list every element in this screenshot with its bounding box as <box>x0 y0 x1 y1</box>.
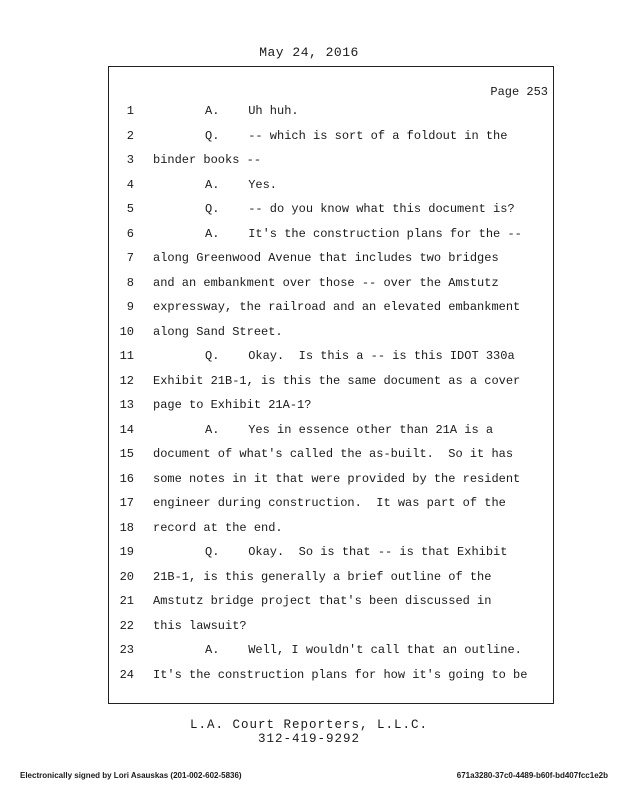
line-number: 8 <box>126 275 134 290</box>
transcript-line <box>0 619 618 639</box>
transcript-line <box>0 227 618 247</box>
line-number: 21 <box>119 594 134 608</box>
line-number: 5 <box>126 202 134 216</box>
transcript-line <box>0 325 618 345</box>
line-text: A. Uh huh. <box>205 104 299 118</box>
transcript-line <box>0 398 618 418</box>
transcript-line <box>0 447 618 467</box>
transcript-line <box>0 472 618 492</box>
line-text: A. Yes. <box>205 177 278 192</box>
line-number: 9 <box>126 300 134 314</box>
line-text: along Greenwood Avenue that includes two bridges <box>153 251 499 265</box>
line-number: 10 <box>119 324 134 339</box>
line-number: 2 <box>126 128 134 143</box>
line-number: 14 <box>119 422 134 437</box>
line-text: Q. -- do you know what this document is? <box>205 202 515 216</box>
transcript-line <box>0 423 618 443</box>
transcript-line <box>0 668 618 688</box>
line-text: expressway, the railroad and an elevated embankment <box>153 300 521 314</box>
line-number: 23 <box>119 643 134 657</box>
line-text: Q. -- which is sort of a foldout in the <box>205 128 508 143</box>
line-number: 22 <box>119 618 134 633</box>
line-number: 24 <box>119 667 134 682</box>
line-text: binder books -- <box>153 153 262 167</box>
line-number: 4 <box>126 177 134 192</box>
transcript-line <box>0 643 618 663</box>
line-text: A. Well, I wouldn't call that an outline. <box>205 643 522 657</box>
page-number: Page 253 <box>490 85 548 99</box>
transcript-line <box>0 178 618 198</box>
line-text: Q. Okay. So is that -- is that Exhibit <box>205 545 508 559</box>
line-number: 7 <box>126 251 134 265</box>
line-number: 3 <box>126 153 134 167</box>
transcript-line <box>0 521 618 541</box>
line-text: along Sand Street. <box>153 324 283 339</box>
line-text: document of what's called the as-built. So it has <box>153 447 514 461</box>
line-text: and an embankment over those -- over the Amstutz <box>153 275 499 290</box>
line-number: 11 <box>119 349 134 363</box>
transcript-line <box>0 153 618 173</box>
line-number: 1 <box>126 104 134 118</box>
line-text: engineer during construction. It was part of the <box>153 496 506 510</box>
transcript-line <box>0 349 618 369</box>
line-text: 21B-1, is this generally a brief outline of the <box>153 569 492 584</box>
transcript-line <box>0 545 618 565</box>
line-text: page to Exhibit 21A-1? <box>153 398 312 412</box>
line-number: 19 <box>119 545 134 559</box>
line-number: 18 <box>119 520 134 535</box>
line-text: A. It's the construction plans for the -- <box>205 226 522 241</box>
transcript-line <box>0 300 618 320</box>
court-reporter-firm: L.A. Court Reporters, L.L.C. <box>189 718 429 732</box>
transcript-line <box>0 594 618 614</box>
line-text: Exhibit 21B-1, is this the same document as a cover <box>153 373 521 388</box>
document-id: 671a3280-37c0-4489-b60f-bd407fcc1e2b <box>456 771 608 780</box>
line-text: A. Yes in essence other than 21A is a <box>205 422 494 437</box>
line-number: 6 <box>126 226 134 241</box>
line-text: Q. Okay. Is this a -- is this IDOT 330a <box>205 349 515 363</box>
line-text: Amstutz bridge project that's been discussed in <box>153 594 492 608</box>
electronic-signature-note: Electronically signed by Lori Asauskas (201-002-602-5836) <box>20 771 242 780</box>
line-number: 17 <box>119 496 134 510</box>
transcript-line <box>0 570 618 590</box>
transcript-line <box>0 496 618 516</box>
transcript-line <box>0 104 618 124</box>
transcript-line <box>0 251 618 271</box>
line-number: 15 <box>119 447 134 461</box>
court-reporter-phone: 312-419-9292 <box>257 732 360 746</box>
transcript-date: May 24, 2016 <box>259 45 359 60</box>
transcript-line <box>0 129 618 149</box>
line-number: 13 <box>119 398 134 412</box>
transcript-line <box>0 202 618 222</box>
line-number: 12 <box>119 373 134 388</box>
line-text: some notes in it that were provided by the resident <box>153 471 521 486</box>
line-number: 16 <box>119 471 134 486</box>
line-text: It's the construction plans for how it's going to be <box>153 667 528 682</box>
transcript-line <box>0 374 618 394</box>
line-text: record at the end. <box>153 520 283 535</box>
line-number: 20 <box>119 569 134 584</box>
line-text: this lawsuit? <box>153 618 247 633</box>
transcript-line <box>0 276 618 296</box>
